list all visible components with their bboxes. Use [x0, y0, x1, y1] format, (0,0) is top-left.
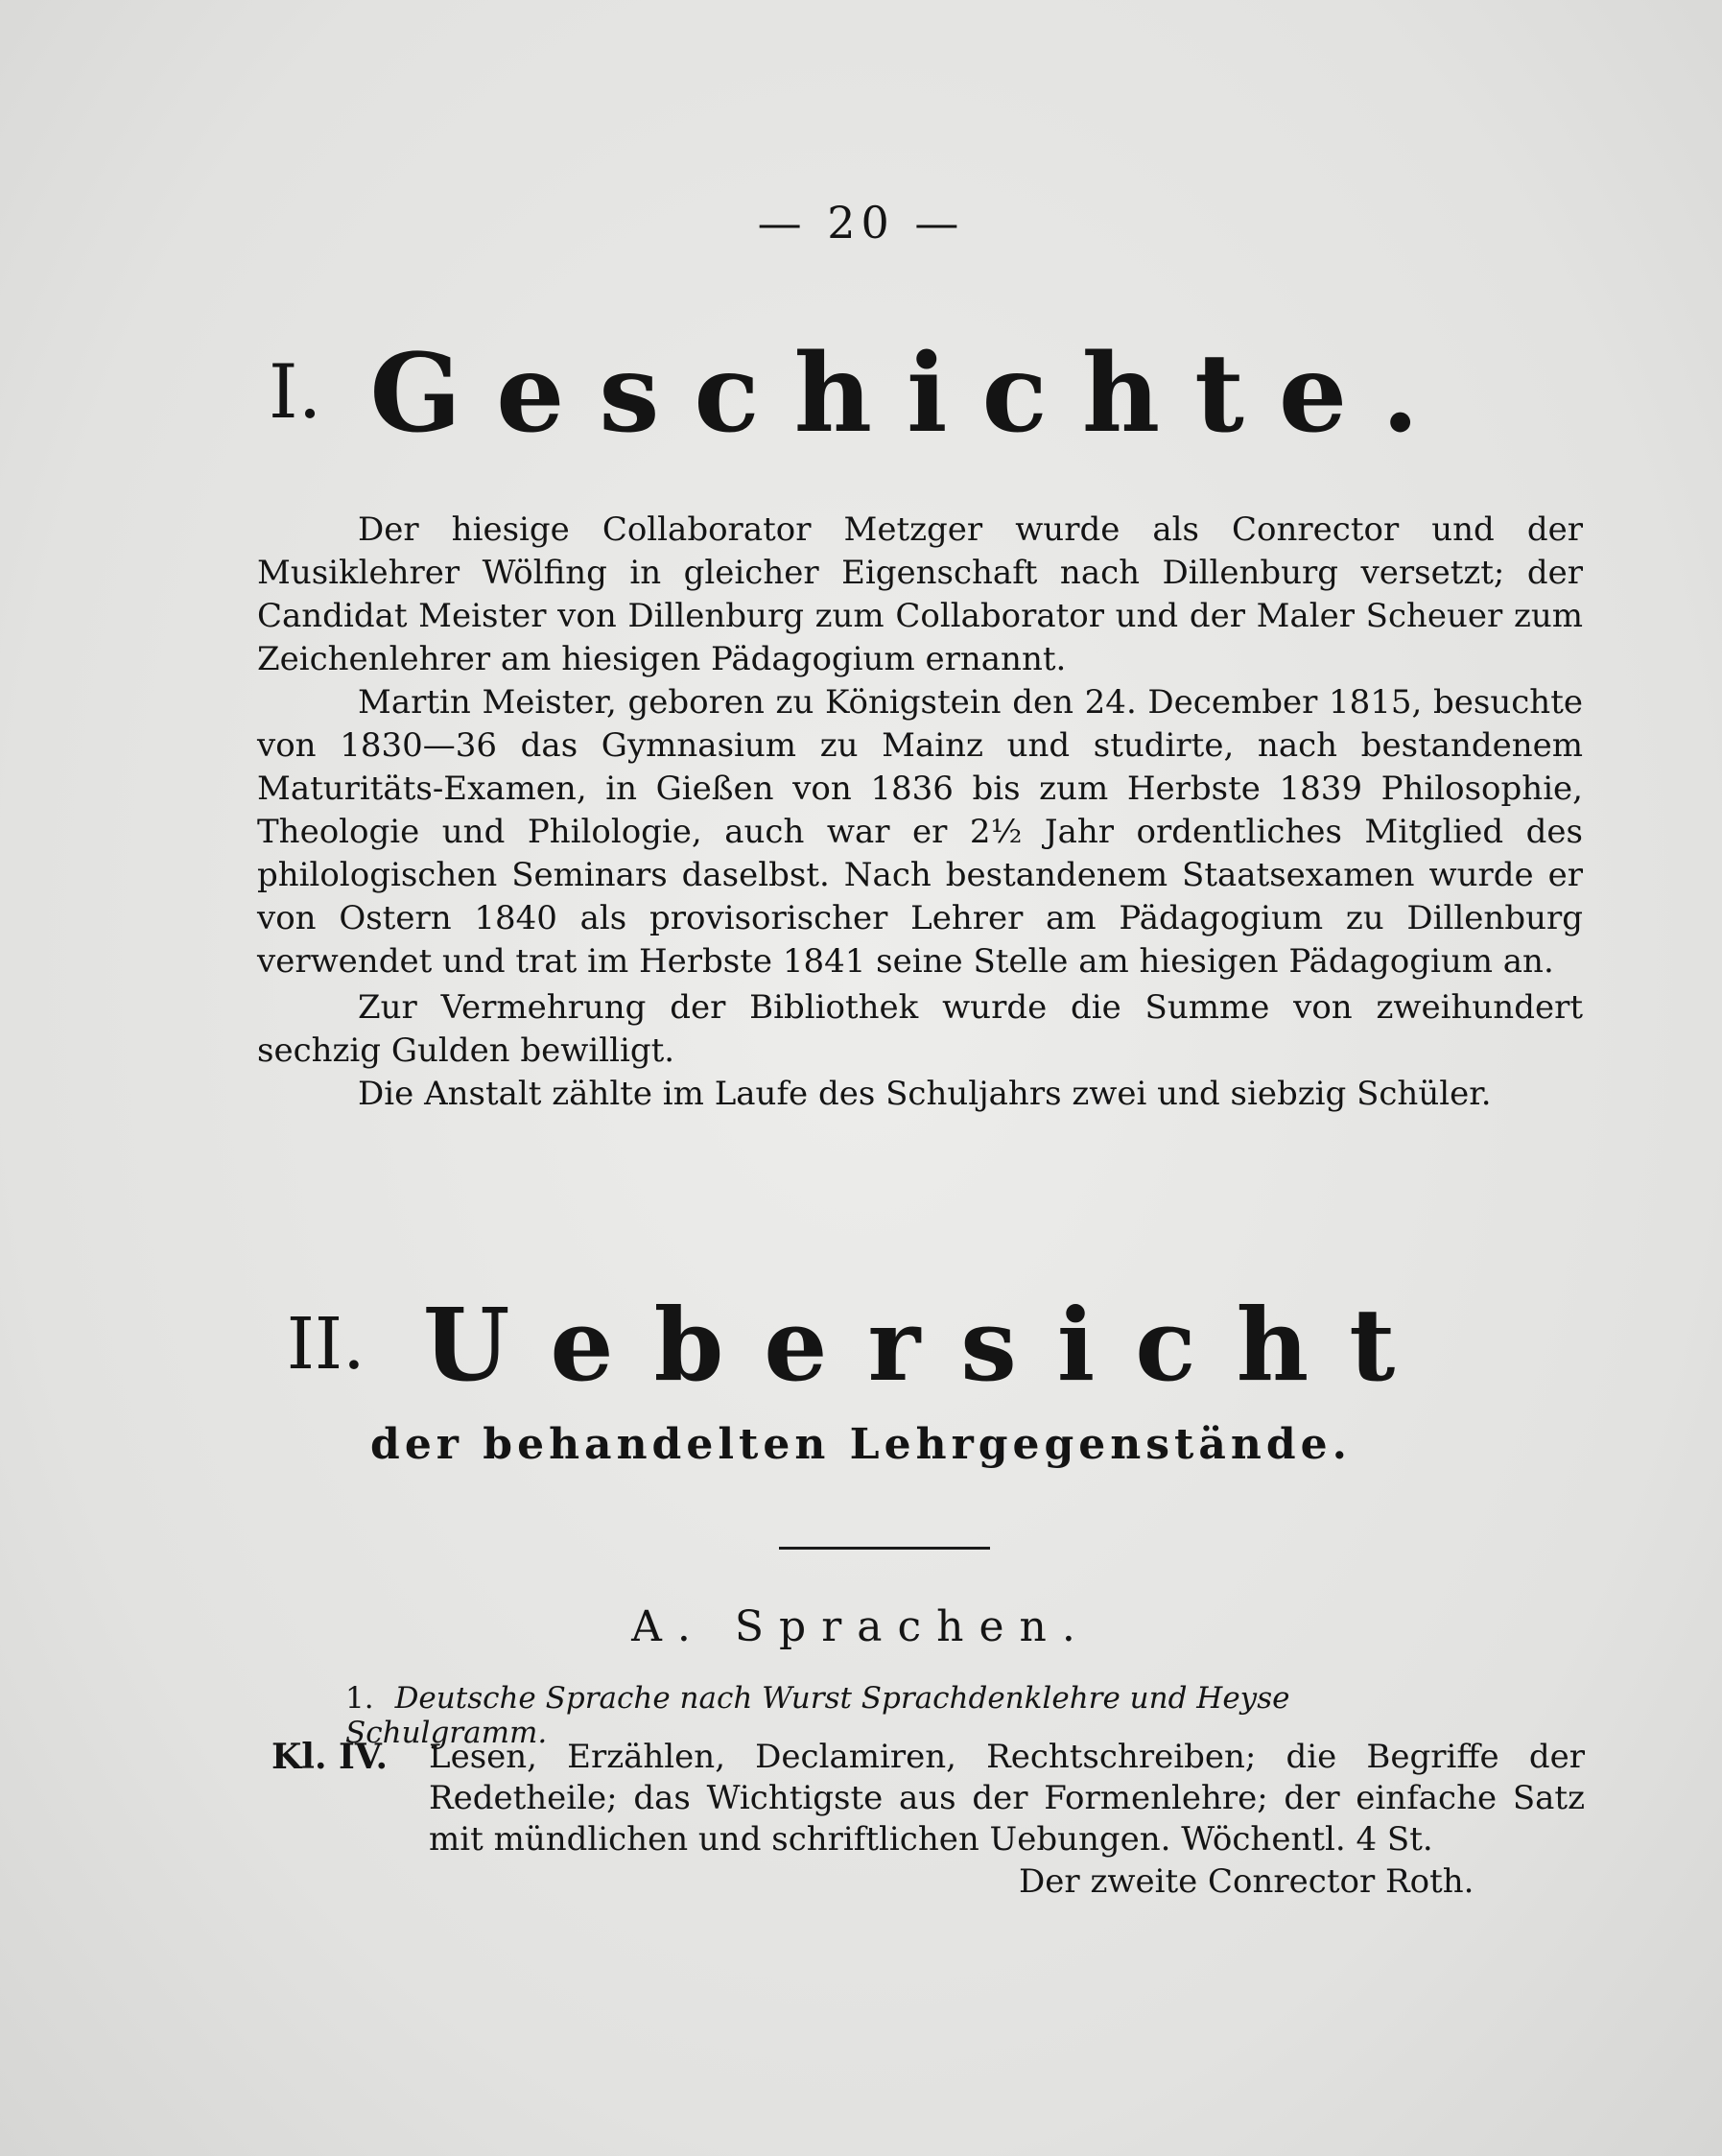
course-number: 1. — [345, 1681, 374, 1716]
section-title: Uebersicht — [422, 1286, 1436, 1404]
section-heading-geschichte — [0, 331, 1722, 457]
section-numeral: II. — [286, 1303, 366, 1386]
paragraph-library: Zur Vermehrung der Bibliothek wurde die Summe von zweihundert sechzig Gulden bewilligt. — [257, 988, 1583, 1070]
class-description: Lesen, Erzählen, Declamiren, Rechtschreiben; die Begriffe der Redetheile; das Wichtigste aus der Formenlehre; der einfache Satz mit mündlichen und schriftlichen Uebungen. Wöchentl. 4 St. — [429, 1738, 1585, 1859]
section-numeral: I. — [268, 349, 322, 436]
section-heading-uebersicht — [0, 1286, 1722, 1404]
paragraph-biography: Martin Meister, geboren zu Königstein den 24. December 1815, besuchte von 1830—36 das Gymnasium zu Mainz und studirte, nach bestandenem Maturitäts-Examen, in Gießen von 1836 bis zum Herbste 1839 Philosophie, Theologie und Philologie, auch war er 2½ Jahr ordentliches Mitglied des philologischen Seminars daselbst. Nach bestandenem Staatsexamen wurde er von Ostern 1840 als provisorischer Lehrer am Pädagogium zu Dillenburg verwendet und trat im Herbste 1841 seine Stelle am hiesigen Pädagogium an. — [257, 683, 1583, 981]
section-title: Geschichte. — [369, 331, 1454, 457]
subsection-heading: A. Sprachen. — [631, 1602, 1091, 1651]
class-label: Kl. IV. — [271, 1737, 389, 1777]
paragraph-enrollment: Die Anstalt zählte im Laufe des Schuljahrs zwei und siebzig Schüler. — [358, 1075, 1492, 1113]
page-number: — 20 — — [757, 197, 965, 249]
section-subtitle: der behandelten Lehrgegenstände. — [370, 1420, 1352, 1469]
teacher-name: Der zweite Conrector Roth. — [1019, 1862, 1474, 1901]
divider-rule — [779, 1547, 990, 1550]
paragraph-staff-changes: Der hiesige Collaborator Metzger wurde als Conrector und der Musiklehrer Wölfing in gleicher Eigenschaft nach Dillenburg versetzt; der Candidat Meister von Dillenburg zum Collaborator und der Maler Scheuer zum Zeichenlehrer am hiesigen Pädagogium ernannt. — [257, 510, 1583, 678]
course-title: Deutsche Sprache nach Wurst Sprachdenklehre und Heyse Schulgramm. — [345, 1681, 1290, 1750]
